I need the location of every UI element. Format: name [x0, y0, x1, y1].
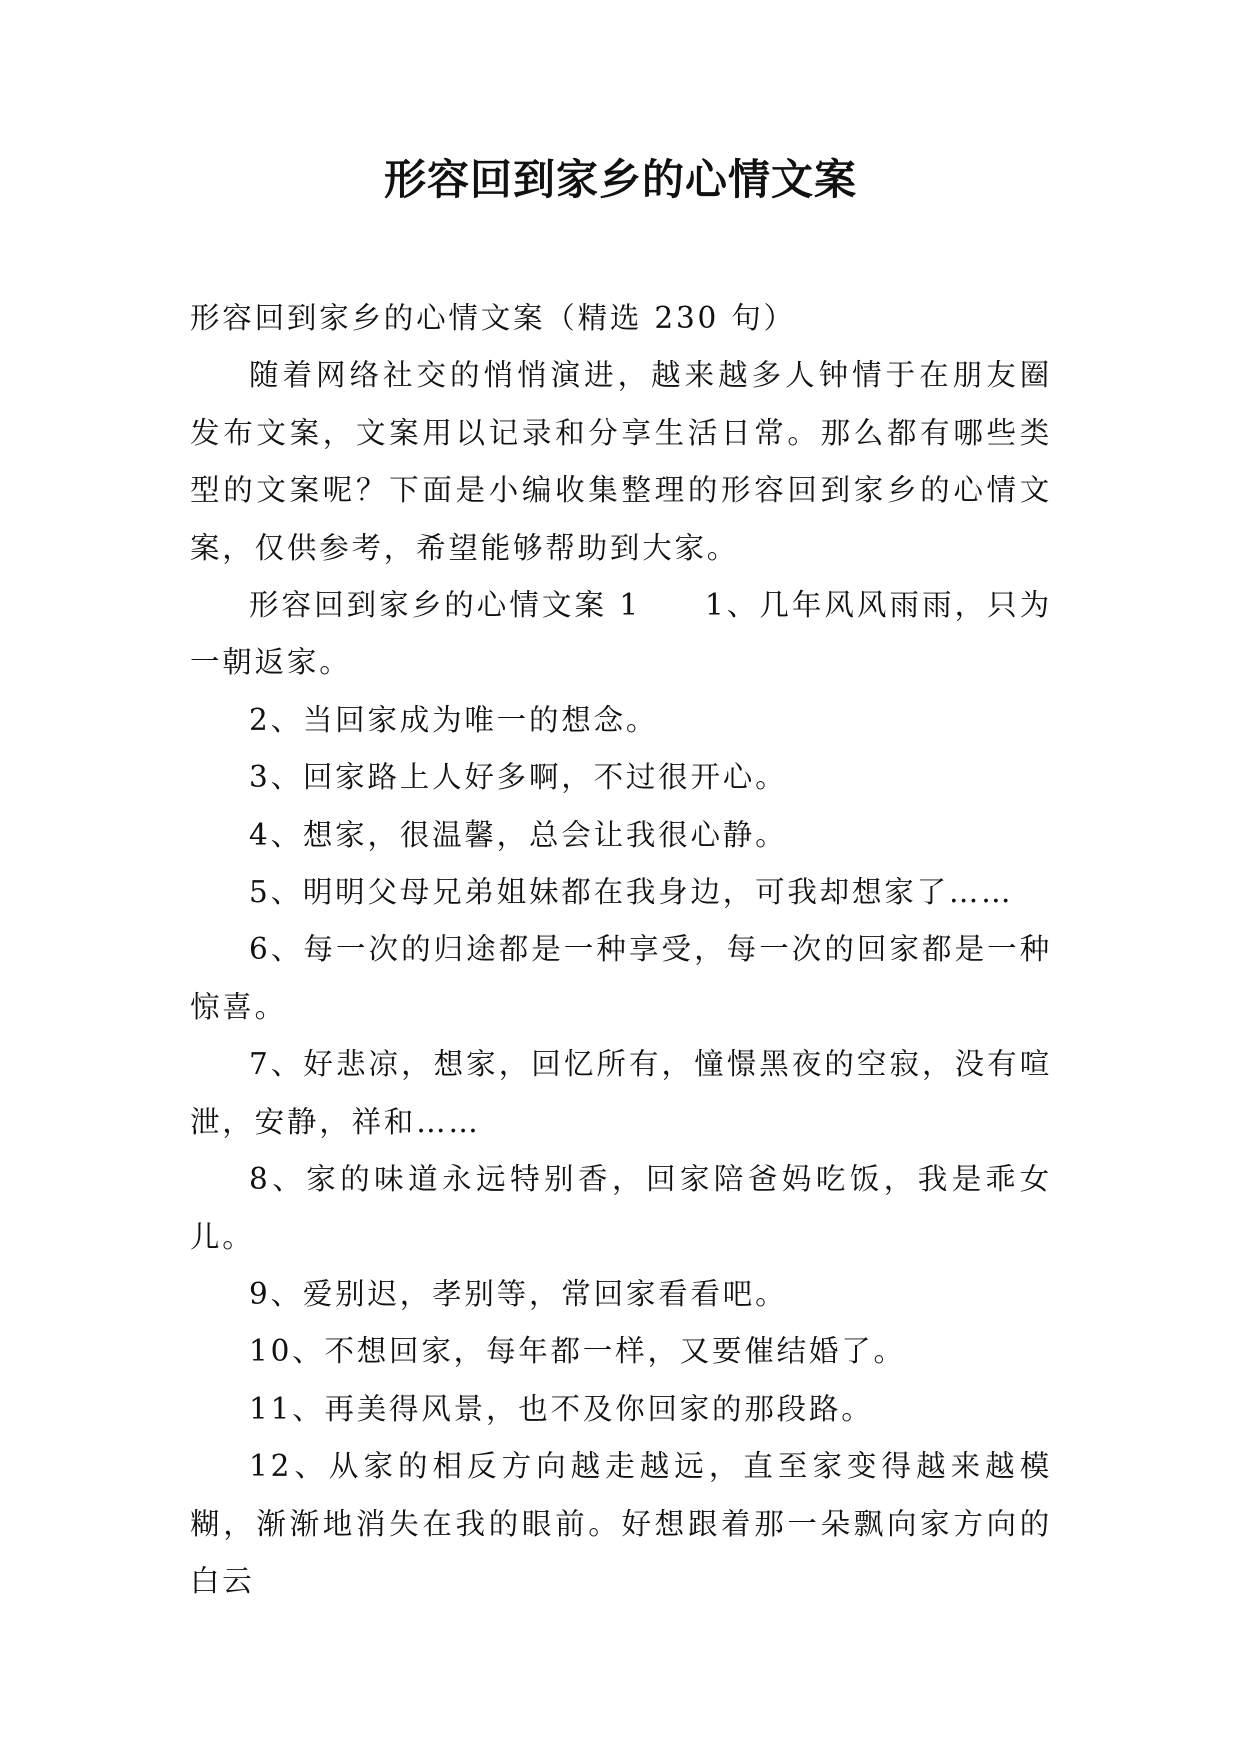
- list-item: 12、从家的相反方向越走越远，直至家变得越来越模糊，渐渐地消失在我的眼前。好想跟着那一朵飘向家方向的白云: [190, 1449, 1052, 1598]
- list-item: 10、不想回家，每年都一样，又要催结婚了。: [249, 1334, 906, 1369]
- list-item: 3、回家路上人好多啊，不过很开心。: [249, 760, 788, 795]
- list-item: 4、想家，很温馨，总会让我很心静。: [249, 817, 788, 852]
- intro-paragraph: 随着网络社交的悄悄演进，越来越多人钟情于在朋友圈发布文案，文案用以记录和分享生活日常。那么都有哪些类型的文案呢？下面是小编收集整理的形容回到家乡的心情文案，仅供参考，希望能够帮助到大家。: [190, 358, 1052, 565]
- list-item: 2、当回家成为唯一的想念。: [249, 702, 659, 737]
- document-body: [190, 290, 1052, 1610]
- list-item: 11、再美得风景，也不及你回家的那段路。: [249, 1391, 874, 1426]
- list-item: 9、爱别迟，孝别等，常回家看看吧。: [249, 1276, 788, 1311]
- list-item: 8、家的味道永远特别香，回家陪爸妈吃饭，我是乖女儿。: [190, 1162, 1052, 1254]
- list-item: 5、明明父母兄弟姐妹都在我身边，可我却想家了……: [249, 875, 1014, 910]
- list-item: 6、每一次的归途都是一种享受，每一次的回家都是一种惊喜。: [190, 932, 1052, 1024]
- section-heading-paragraph: [190, 577, 1052, 692]
- list-item: 1、几年风风雨雨，只为一朝返家。: [190, 588, 1052, 680]
- list-item: 7、好悲凉，想家，回忆所有，憧憬黑夜的空寂，没有喧泄，安静，祥和……: [190, 1047, 1052, 1139]
- section-heading: 形容回到家乡的心情文案 1: [249, 588, 641, 623]
- document-subtitle: 形容回到家乡的心情文案（精选 230 句）: [190, 301, 796, 335]
- document-title: 形容回到家乡的心情文案: [383, 155, 857, 204]
